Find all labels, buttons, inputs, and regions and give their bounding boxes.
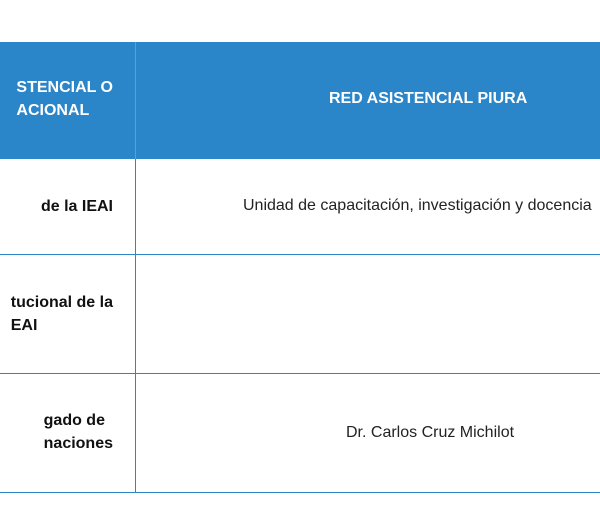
row-1-left-label — [41, 195, 113, 218]
table-row — [0, 255, 600, 374]
header-left-line1: STENCIAL O — [16, 79, 113, 96]
header-left-label — [16, 76, 113, 122]
row-1-cell-right — [136, 159, 600, 254]
header-cell-left — [0, 42, 136, 159]
row-3-cell-right — [136, 374, 600, 492]
table-header-row — [0, 42, 600, 159]
header-cell-right — [136, 42, 600, 159]
row-3-right-value: Dr. Carlos Cruz Michilot — [346, 424, 515, 441]
table-row — [0, 159, 600, 255]
table-row — [0, 374, 600, 493]
row-2-left-label — [11, 291, 113, 337]
row-3-left-line2: naciones — [43, 435, 113, 452]
row-1-left-line1: de la IEAI — [40, 198, 113, 215]
row-3-cell-left — [0, 374, 136, 492]
header-right-label: RED ASISTENCIAL PIURA — [329, 90, 528, 107]
row-2-left-line1: tucional de la — [10, 294, 113, 311]
row-2-left-line2: EAI — [10, 317, 38, 334]
row-2-cell-left — [0, 255, 136, 373]
row-1-cell-left — [0, 159, 136, 254]
header-left-line2: ACIONAL — [16, 102, 90, 119]
info-table — [0, 42, 600, 493]
row-2-cell-right — [136, 255, 600, 373]
row-1-right-value: Unidad de capacitación, investigación y docencia — [243, 197, 592, 214]
row-3-left-line1: gado de — [43, 412, 105, 429]
row-3-left-label — [44, 409, 113, 455]
